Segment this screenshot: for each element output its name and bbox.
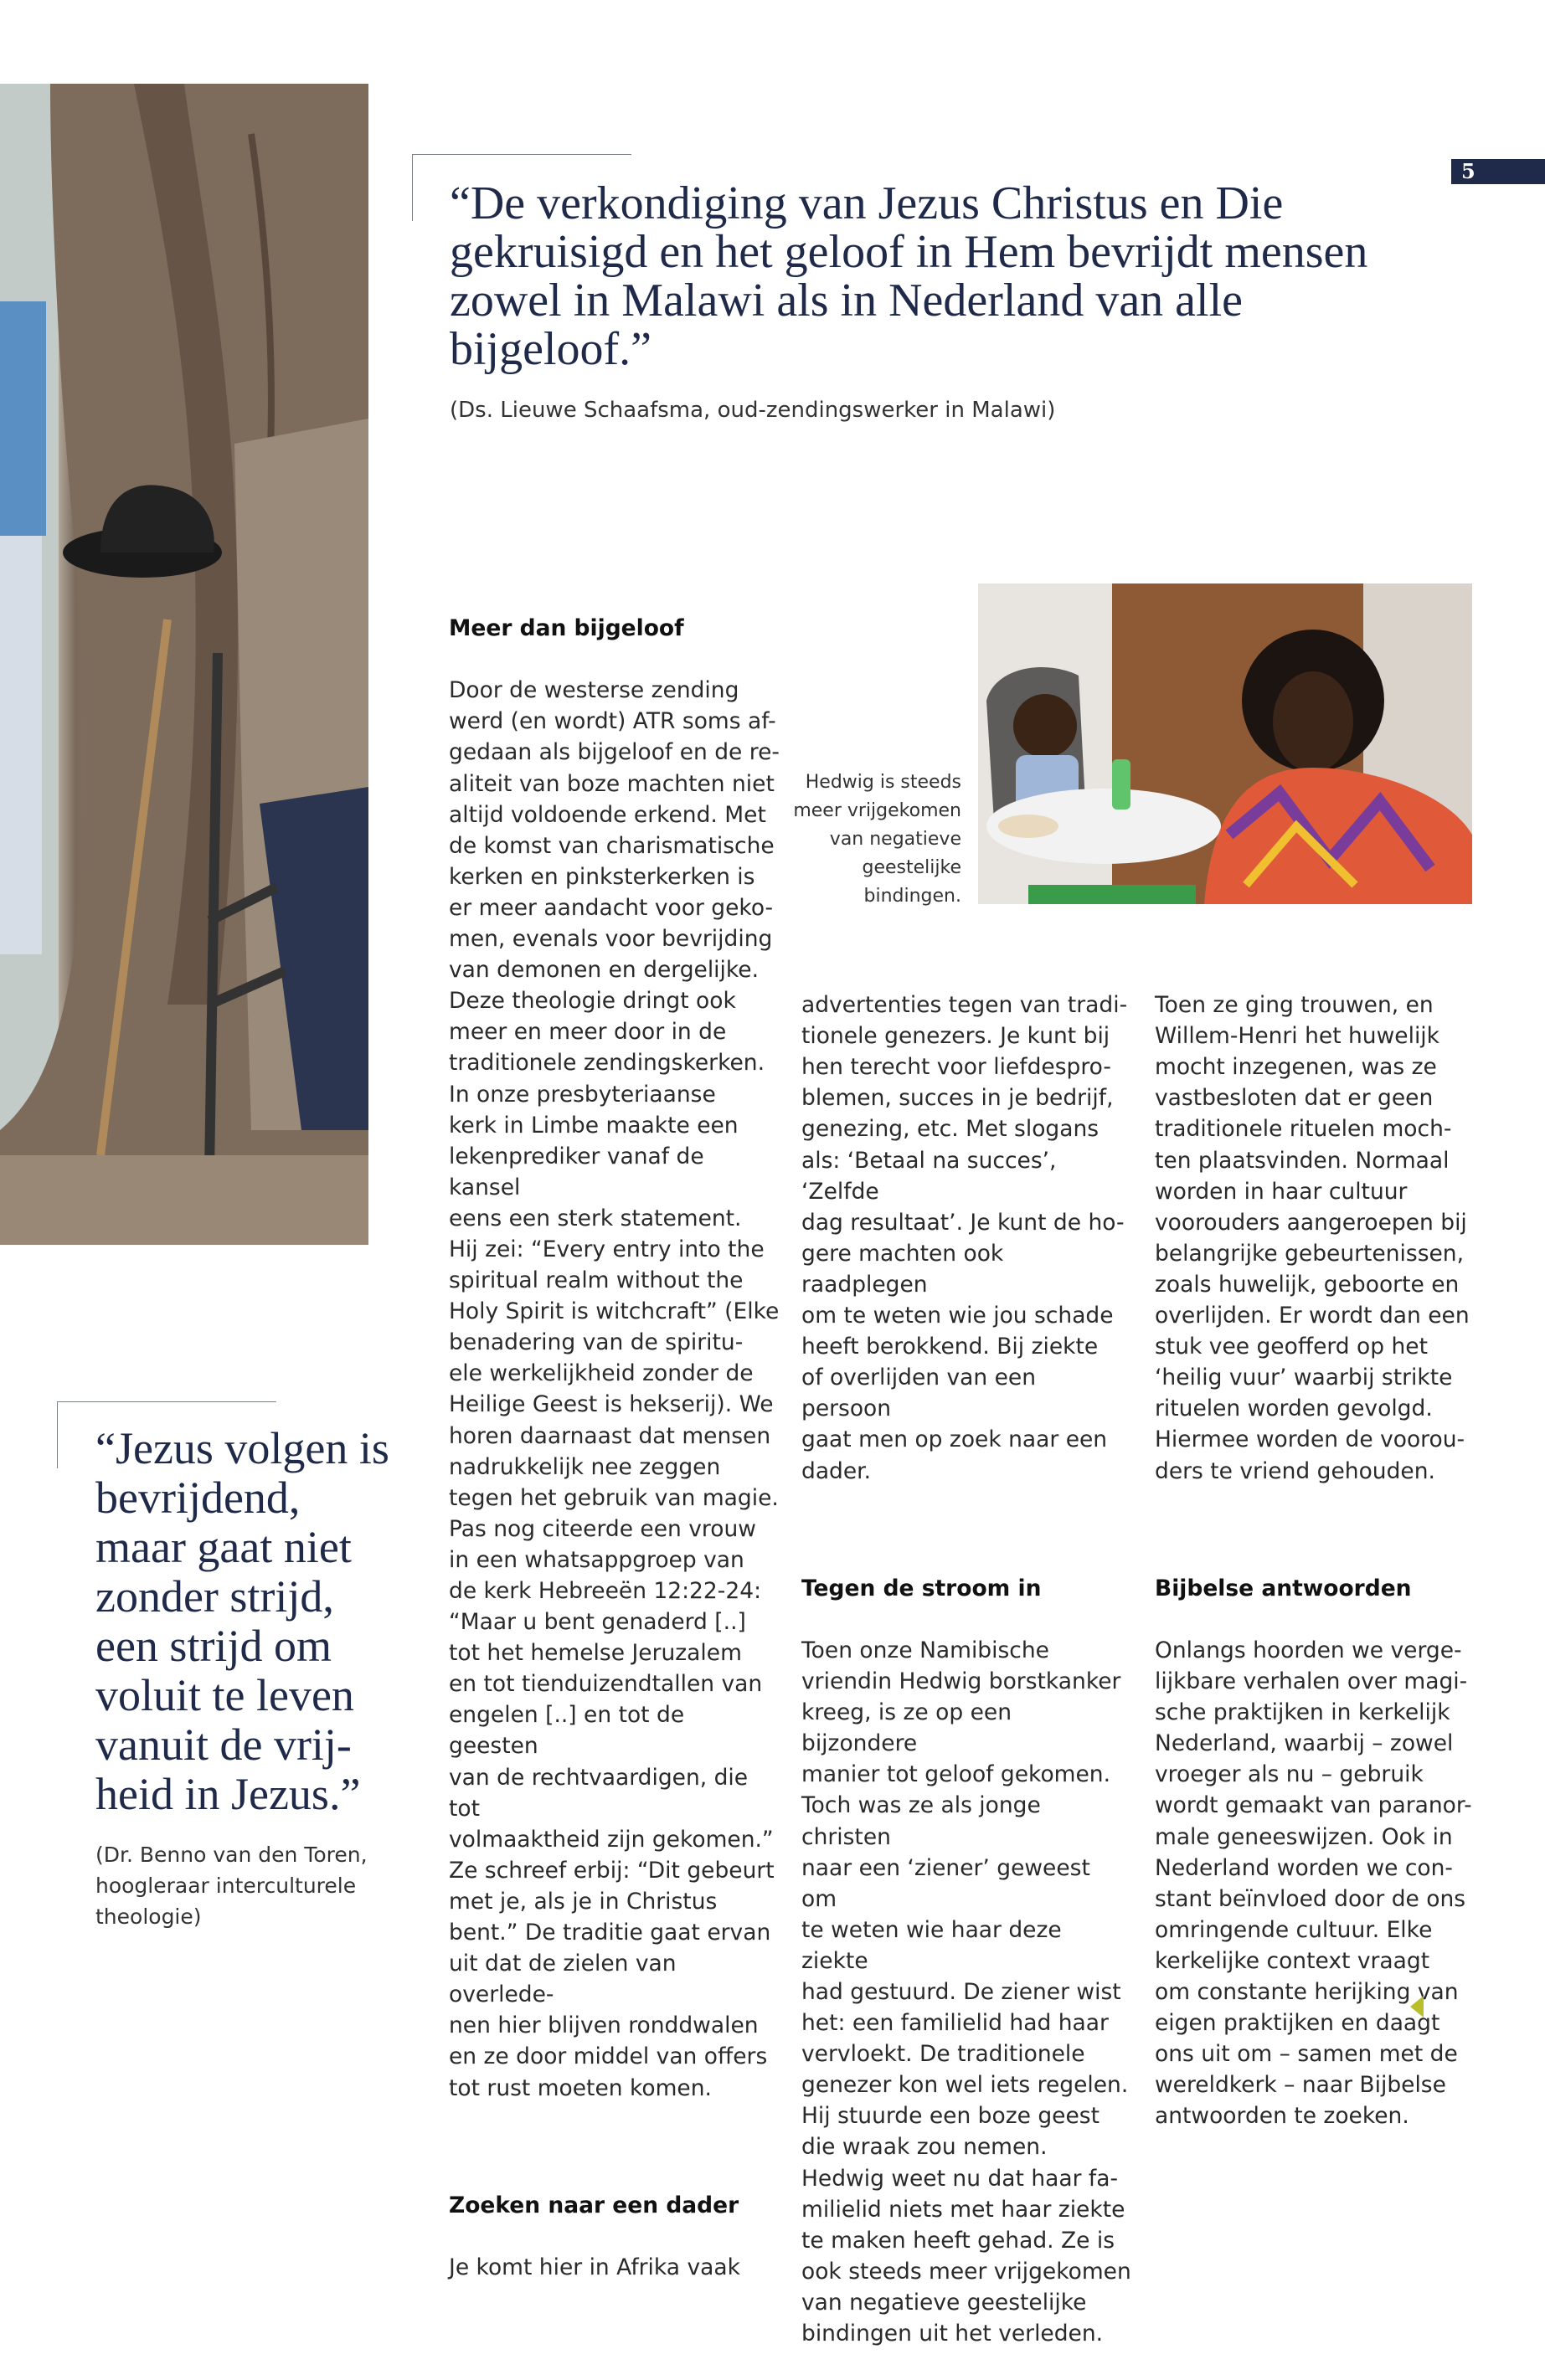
article-column-2 xyxy=(801,959,1132,2380)
photo-hedwig-illustration xyxy=(978,583,1472,904)
heading-tegen-de-stroom-in: Tegen de stroom in xyxy=(801,1575,1042,1601)
end-of-article-marker-icon xyxy=(1410,1996,1424,2018)
paragraph: advertenties tegen van tradi- tionele genezers. Je kunt bij hen terecht voor liefdespro- blemen, succes in je bedrijf, genezing, etc. Met slogans als: ‘Betaal na succes’, ‘Zelfde dag resultaat’. Je kunt de ho- gere machten ook raadplegen om te weten wie jou schade heeft berokkend. Bij ziekte of overlijden van een persoon gaat men op zoek naar een dader. xyxy=(801,992,1128,1484)
photo-tree-illustration xyxy=(0,84,368,1245)
main-pull-quote: “De verkondiging van Jezus Christus en Die gekruisigd en het geloof in Hem bevrijdt mensen zowel in Malawi als in Nederland van alle bijgeloof.” xyxy=(450,177,1368,375)
article-column-1 xyxy=(449,582,780,2314)
side-quote-attribution: (Dr. Benno van den Toren, hoogleraar interculturele theologie) xyxy=(95,1843,368,1929)
photo-caption: Hedwig is steeds meer vrijgekomen van negatieve geestelijke bindingen. xyxy=(793,772,961,907)
page-number: 5 xyxy=(1451,159,1545,184)
side-quote-corner-line-left xyxy=(57,1401,58,1468)
quote-corner-line-left xyxy=(412,154,413,221)
paragraph: Je komt hier in Afrika vaak xyxy=(449,2254,740,2280)
main-quote-attribution: (Ds. Lieuwe Schaafsma, oud-zendingswerker in Malawi) xyxy=(450,398,1056,423)
side-pull-quote: “Jezus volgen is bevrijdend, maar gaat niet zonder strijd, een strijd om voluit te leven vanuit de vrij-heid in Jezus.” xyxy=(95,1423,389,1819)
paragraph: Toen onze Namibische vriendin Hedwig borstkanker kreeg, is ze op een bijzondere manier tot geloof gekomen. Toch was ze als jonge christen naar een ‘ziener’ geweest om te weten wie haar deze ziekte had gestuurd. De ziener wist het: een familielid had haar vervloekt. De traditionele genezer kon wel iets regelen. Hij stuurde een boze geest die wraak zou nemen. Hedwig weet nu dat haar fa- milielid niets met haar ziekte te maken heeft gehad. Ze is ook steeds meer vrijgekomen van negatieve geestelijke bindingen uit het verleden. xyxy=(801,1637,1131,2347)
heading-meer-dan-bijgeloof: Meer dan bijgeloof xyxy=(449,615,684,642)
photo-hedwig-with-child xyxy=(978,583,1472,904)
heading-zoeken-naar-een-dader: Zoeken naar een dader xyxy=(449,2192,739,2218)
side-quote-corner-line-top xyxy=(57,1401,276,1402)
article-column-3 xyxy=(1155,959,1486,2163)
quote-corner-line-top xyxy=(412,154,631,155)
paragraph: Onlangs hoorden we verge- lijkbare verhalen over magi- sche praktijken in kerkelijk Nederland, waarbij – zowel vroeger als nu – gebruik wordt gemaakt van paranor- male geneeswijzen. Ook in Nederland worden we con- stant beïnvloed door de ons omringende cultuur. Elke kerkelijke context vraagt om constante herijking van eigen praktijken en daagt ons uit om – samen met de wereldkerk – naar Bijbelse antwoorden te zoeken. xyxy=(1155,1637,1472,2130)
heading-bijbelse-antwoorden: Bijbelse antwoorden xyxy=(1155,1575,1412,1601)
paragraph: Toen ze ging trouwen, en Willem-Henri het huwelijk mocht inzegenen, was ze vastbesloten dat er geen traditionele rituelen moch- ten plaatsvinden. Normaal worden in haar cultuur voorouders aangeroepen bij belangrijke gebeurtenissen, zoals huwelijk, geboorte en overlijden. Er wordt dan een stuk vee geofferd op het ‘heilig vuur’ waarbij strikte rituelen worden gevolgd. Hiermee worden de voorou- ders te vriend gehouden. xyxy=(1155,992,1470,1484)
photo-tree-hat-stick xyxy=(0,84,368,1245)
paragraph: Door de westerse zending werd (en wordt) ATR soms af- gedaan als bijgeloof en de re- aliteit van boze machten niet altijd voldoende erkend. Met de komst van charismatische kerken en pinksterkerken is er meer aandacht voor geko- men, evenals voor bevrijding van demonen en dergelijke. Deze theologie dringt ook meer en meer door in de traditionele zendingskerken. In onze presbyteriaanse kerk in Limbe maakte een lekenprediker vanaf de kansel eens een sterk statement. Hij zei: “Every entry into the spiritual realm without the Holy Spirit is witchcraft” (Elke benadering van de spiritu- ele werkelijkheid zonder de Heilige Geest is hekserij). We horen daarnaast dat mensen nadrukkelijk nee zeggen tegen het gebruik van magie. Pas nog citeerde een vrouw in een whatsappgroep van de kerk Hebreeën 12:22-24: “Maar u bent genaderd [..] tot het hemelse Jeruzalem en tot tienduizendtallen van engelen [..] en tot de geesten van de rechtvaardigen, die tot volmaaktheid zijn gekomen.” Ze schreef erbij: “Dit gebeurt met je, als je in Christus bent.” De traditie gaat ervan uit dat de zielen van overlede- nen hier blijven ronddwalen en ze door middel van offers tot rust moeten komen. xyxy=(449,677,780,2101)
